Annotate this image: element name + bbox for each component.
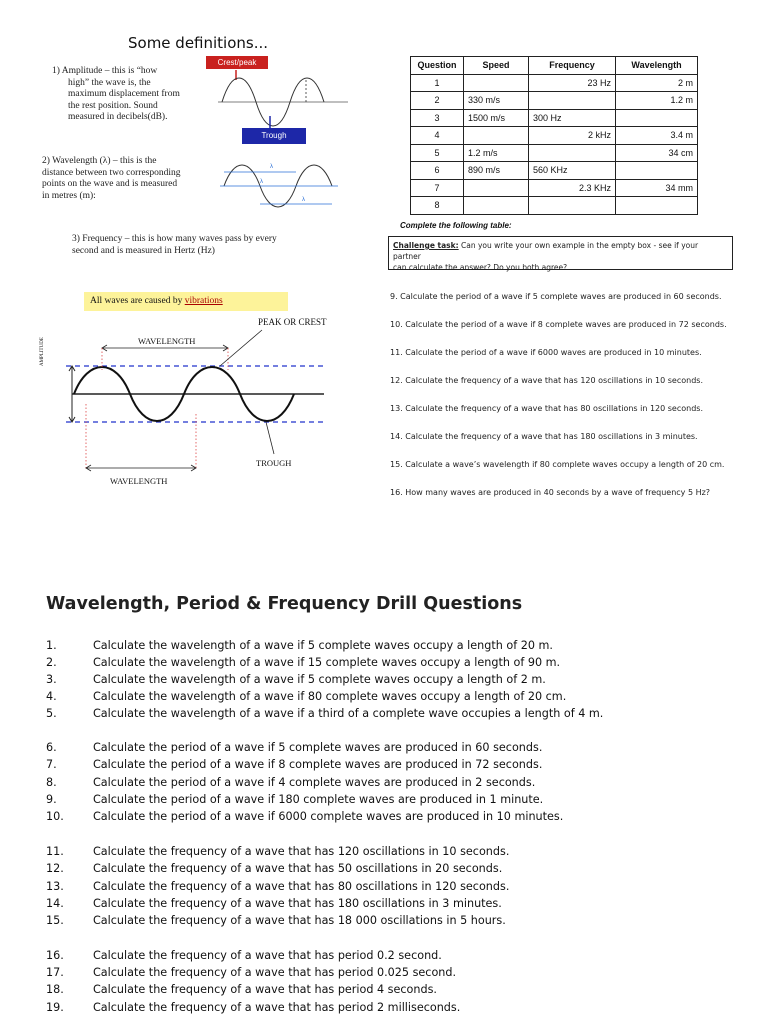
drill-text: Calculate the wavelength of a wave if 5 complete waves occupy a length of 2 m.: [93, 673, 546, 686]
table-caption: Complete the following table:: [400, 221, 512, 230]
drill-number: 9.: [46, 793, 57, 806]
table-row: [411, 109, 698, 127]
drill-item: [46, 690, 566, 703]
table-cell[interactable]: [464, 74, 529, 92]
drill-number: 13.: [46, 880, 64, 893]
column-header: Question: [411, 57, 464, 75]
drill-text: Calculate the period of a wave if 180 complete waves are produced in 1 minute.: [93, 793, 544, 806]
right-question: 13. Calculate the frequency of a wave that has 80 oscillations in 120 seconds.: [390, 404, 704, 413]
amplitude-line: the rest position. Sound: [68, 100, 158, 111]
drill-text: Calculate the wavelength of a wave if a third of a complete wave occupies a length of 4 m.: [93, 707, 604, 720]
table-cell[interactable]: [464, 179, 529, 197]
table-cell: 890 m/s: [464, 162, 529, 180]
challenge-label: Challenge task:: [393, 241, 459, 250]
table-row: [411, 162, 698, 180]
drill-text: Calculate the frequency of a wave that has period 0.2 second.: [93, 949, 442, 962]
right-question: 11. Calculate the period of a wave if 6000 waves are produced in 10 minutes.: [390, 348, 702, 357]
frequency-definition: [72, 234, 332, 257]
table-cell: 1.2 m/s: [464, 144, 529, 162]
table-cell[interactable]: [464, 197, 529, 215]
amplitude-line: measured in decibels(dB).: [68, 112, 168, 122]
frequency-line: 3) Frequency – this is how many waves pass by every: [72, 234, 277, 244]
wavelength-line: points on the wave and is measured: [42, 179, 178, 189]
table-cell: 2.3 KHz: [529, 179, 616, 197]
wavelength-line: 2) Wavelength (λ) – this is the: [42, 156, 157, 166]
drill-number: 17.: [46, 966, 64, 979]
svg-text:λ: λ: [270, 164, 273, 170]
amplitude-vertical-label: AMPLITUDE: [40, 337, 45, 366]
amplitude-diagram: [218, 66, 348, 134]
drill-item: [46, 707, 603, 720]
drill-number: 19.: [46, 1001, 64, 1014]
right-question: 10. Calculate the period of a wave if 8 complete waves are produced in 72 seconds.: [390, 320, 727, 329]
drill-number: 16.: [46, 949, 64, 962]
drill-text: Calculate the period of a wave if 6000 complete waves are produced in 10 minutes.: [93, 810, 564, 823]
drill-number: 10.: [46, 810, 64, 823]
table-row: [411, 127, 698, 145]
drill-text: Calculate the frequency of a wave that has 180 oscillations in 3 minutes.: [93, 897, 502, 910]
drill-item: [46, 966, 456, 979]
table-cell[interactable]: [616, 162, 698, 180]
drill-item: [46, 776, 535, 789]
table-row: [411, 144, 698, 162]
vibrations-prefix: All waves are caused by: [90, 296, 185, 306]
table-cell[interactable]: [529, 92, 616, 110]
drill-number: 11.: [46, 845, 64, 858]
drill-text: Calculate the frequency of a wave that has 80 oscillations in 120 seconds.: [93, 880, 510, 893]
drill-text: Calculate the period of a wave if 4 complete waves are produced in 2 seconds.: [93, 776, 536, 789]
drill-text: Calculate the period of a wave if 5 complete waves are produced in 60 seconds.: [93, 741, 543, 754]
challenge-text: Can you write your own example in the empty box - see if your partner: [393, 241, 699, 261]
right-question: 15. Calculate a wave’s wavelength if 80 complete waves occupy a length of 20 cm.: [390, 460, 725, 469]
svg-text:λ: λ: [302, 197, 305, 203]
drill-number: 12.: [46, 862, 64, 875]
drill-text: Calculate the period of a wave if 8 complete waves are produced in 72 seconds.: [93, 758, 543, 771]
definitions-heading: Some definitions...: [128, 34, 269, 52]
drill-text: Calculate the frequency of a wave that has 18 000 oscillations in 5 hours.: [93, 914, 506, 927]
drill-item: [46, 983, 437, 996]
table-cell: 560 KHz: [529, 162, 616, 180]
drill-item: [46, 880, 509, 893]
table-cell: 3.4 m: [616, 127, 698, 145]
drill-text: Calculate the wavelength of a wave if 80 complete waves occupy a length of 20 cm.: [93, 690, 567, 703]
wavelength-definition: [42, 156, 212, 202]
right-question: 9. Calculate the period of a wave if 5 complete waves are produced in 60 seconds.: [390, 292, 722, 301]
wave-diagram: [52, 314, 342, 492]
table-row: [411, 197, 698, 215]
drill-item: [46, 862, 502, 875]
drill-text: Calculate the wavelength of a wave if 15 complete waves occupy a length of 90 m.: [93, 656, 561, 669]
table-row: [411, 74, 698, 92]
challenge-box: [388, 236, 733, 270]
amplitude-line: maximum displacement from: [68, 89, 180, 99]
amplitude-definition: [52, 66, 202, 124]
drill-number: 2.: [46, 656, 57, 669]
drill-number: 4.: [46, 690, 57, 703]
vibrations-word: vibrations: [184, 296, 223, 306]
drill-number: 7.: [46, 758, 57, 771]
table-cell: 8: [411, 197, 464, 215]
drill-text: Calculate the frequency of a wave that has 50 oscillations in 20 seconds.: [93, 862, 503, 875]
drill-number: 3.: [46, 673, 57, 686]
table-cell: 300 Hz: [529, 109, 616, 127]
drill-number: 5.: [46, 707, 57, 720]
wavelength-line: in metres (m):: [42, 190, 96, 201]
trough-label: TROUGH: [256, 458, 292, 468]
drill-item: [46, 656, 560, 669]
drill-item: [46, 1001, 460, 1014]
table-cell: 2: [411, 92, 464, 110]
table-cell: 1: [411, 74, 464, 92]
frequency-line: second and is measured in Hertz (Hz): [72, 245, 215, 256]
crest-label: Crest/peak: [206, 56, 268, 69]
table-cell[interactable]: [616, 197, 698, 215]
table-row: [411, 179, 698, 197]
table-cell: 2 m: [616, 74, 698, 92]
table-header-row: [411, 57, 698, 75]
drill-number: 1.: [46, 639, 57, 652]
drill-title: Wavelength, Period & Frequency Drill Questions: [46, 594, 523, 614]
wave-table: [410, 56, 698, 215]
wavelength-diagram: [220, 156, 350, 214]
column-header: Frequency: [529, 57, 616, 75]
table-cell: 330 m/s: [464, 92, 529, 110]
table-cell: 4: [411, 127, 464, 145]
drill-item: [46, 845, 509, 858]
wavelength-line: distance between two corresponding: [42, 167, 181, 178]
drill-item: [46, 897, 502, 910]
peak-label: PEAK OR CREST: [258, 317, 327, 327]
drill-text: Calculate the wavelength of a wave if 5 complete waves occupy a length of 20 m.: [93, 639, 553, 652]
drill-number: 18.: [46, 983, 64, 996]
drill-number: 8.: [46, 776, 57, 789]
drill-item: [46, 793, 543, 806]
table-cell: 34 mm: [616, 179, 698, 197]
amplitude-line: high” the wave is, the: [68, 77, 151, 88]
drill-text: Calculate the frequency of a wave that has 120 oscillations in 10 seconds.: [93, 845, 510, 858]
table-cell: 3: [411, 109, 464, 127]
drill-item: [46, 758, 542, 771]
drill-item: [46, 810, 563, 823]
table-cell: 1.2 m: [616, 92, 698, 110]
table-cell: 34 cm: [616, 144, 698, 162]
column-header: Speed: [464, 57, 529, 75]
table-cell: 5: [411, 144, 464, 162]
table-row: [411, 92, 698, 110]
amplitude-line: 1) Amplitude – this is “how: [52, 66, 158, 76]
table-cell[interactable]: [529, 197, 616, 215]
table-cell: 1500 m/s: [464, 109, 529, 127]
drill-number: 6.: [46, 741, 57, 754]
right-question: 16. How many waves are produced in 40 seconds by a wave of frequency 5 Hz?: [390, 488, 711, 497]
drill-item: [46, 741, 542, 754]
wavelength-bottom-label: WAVELENGTH: [110, 476, 168, 486]
drill-number: 15.: [46, 914, 64, 927]
table-cell: 23 Hz: [529, 74, 616, 92]
table-cell[interactable]: [616, 109, 698, 127]
table-cell[interactable]: [529, 144, 616, 162]
drill-item: [46, 639, 553, 652]
challenge-text-2: can calculate the answer? Do you both agree?: [393, 263, 568, 272]
drill-text: Calculate the frequency of a wave that has period 4 seconds.: [93, 983, 437, 996]
right-question: 12. Calculate the frequency of a wave that has 120 oscillations in 10 seconds.: [390, 376, 704, 385]
drill-text: Calculate the frequency of a wave that has period 0.025 second.: [93, 966, 457, 979]
right-question: 14. Calculate the frequency of a wave that has 180 oscillations in 3 minutes.: [390, 432, 698, 441]
drill-item: [46, 673, 546, 686]
vibrations-banner: [84, 292, 288, 311]
wavelength-top-label: WAVELENGTH: [138, 336, 196, 346]
column-header: Wavelength: [616, 57, 698, 75]
drill-item: [46, 914, 506, 927]
table-cell: 2 kHz: [529, 127, 616, 145]
drill-item: [46, 949, 442, 962]
drill-number: 14.: [46, 897, 64, 910]
svg-text:λ: λ: [260, 179, 263, 185]
trough-label-box: Trough: [242, 128, 306, 144]
drill-text: Calculate the frequency of a wave that has period 2 milliseconds.: [93, 1001, 461, 1014]
table-cell: 7: [411, 179, 464, 197]
table-cell[interactable]: [464, 127, 529, 145]
table-cell: 6: [411, 162, 464, 180]
